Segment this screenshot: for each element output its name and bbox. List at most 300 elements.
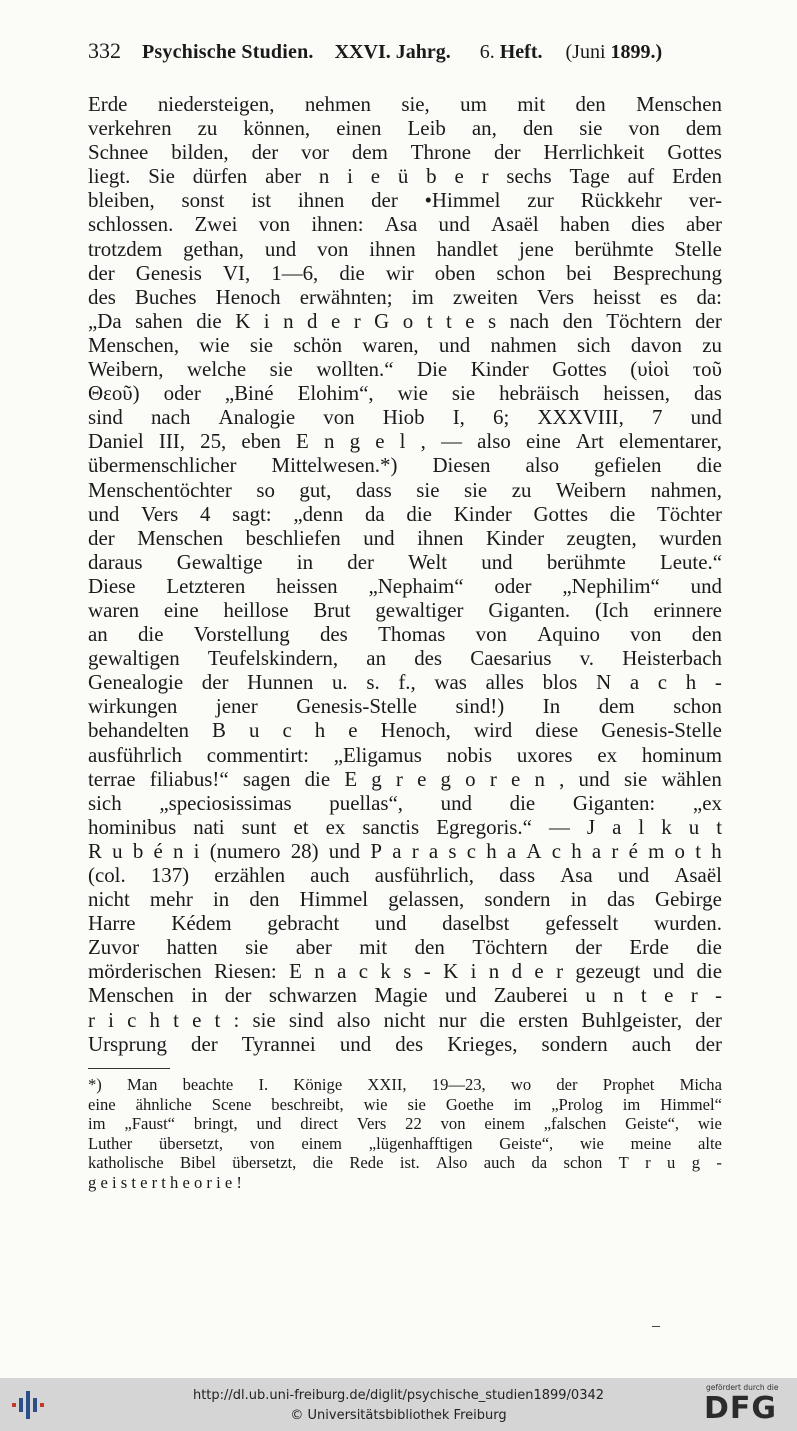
word: sanctis (362, 814, 420, 839)
word: aber (295, 935, 332, 960)
word: den (575, 92, 606, 116)
word: beschreibt, (271, 1094, 344, 1114)
word: schon (496, 260, 546, 285)
word: E (296, 429, 309, 454)
word: Prophet (602, 1075, 655, 1094)
word: auch (631, 1031, 672, 1056)
word: e (417, 766, 427, 791)
word: sie (249, 332, 274, 357)
word: die (304, 766, 331, 791)
word: des (395, 1031, 424, 1056)
word: des (319, 622, 348, 647)
word: heillose (223, 597, 289, 622)
word: 1—6, (271, 260, 319, 285)
word: , (559, 766, 565, 791)
word: gewaltigen (88, 646, 180, 671)
word: Weibern (555, 477, 627, 502)
word: n (283, 308, 294, 333)
word: é (628, 838, 638, 863)
word: Hunnen (247, 670, 314, 695)
word: wo (510, 1075, 532, 1094)
body-line (88, 815, 722, 839)
word: Rückkehr (580, 188, 662, 213)
word: Gebirge (654, 887, 722, 912)
word: Leute.“ (659, 549, 722, 574)
word: b (132, 838, 144, 863)
word: Teufelskindern, (207, 646, 339, 671)
footnote-line (88, 1114, 722, 1134)
word: berühmte (546, 549, 626, 574)
word: o (674, 838, 685, 863)
word: - (714, 670, 722, 695)
body-line (88, 237, 722, 261)
word: gebracht (267, 911, 340, 936)
word: wollten.“ (316, 357, 394, 382)
word: Stelle (674, 236, 722, 261)
word: einen (336, 116, 382, 141)
word: Aquino (537, 622, 600, 647)
word: 4 (199, 501, 211, 526)
word: Zwei (194, 212, 238, 237)
word: n (488, 959, 500, 984)
word: die (696, 453, 722, 478)
word: k (661, 814, 672, 839)
word: - (716, 1153, 722, 1173)
word: sie (407, 1094, 426, 1114)
copyright-notice: © Universitätsbibliothek Freiburg (290, 1408, 507, 1423)
word: heissen (276, 573, 338, 598)
word: Erde (629, 935, 669, 960)
word: gelassen, (388, 887, 465, 912)
word: Besprechung (612, 260, 722, 285)
word: „lügenhafftigen (368, 1133, 473, 1153)
word: das (607, 887, 635, 912)
word: s (488, 308, 497, 333)
word: Also (436, 1153, 468, 1173)
word: Sie (148, 164, 175, 189)
word: und (440, 790, 472, 815)
word: u (585, 983, 596, 1008)
footnote-text (88, 1075, 722, 1193)
word: Thomas (378, 622, 446, 647)
word: a (506, 838, 517, 863)
word: ü (397, 164, 409, 189)
word: aber (265, 164, 302, 189)
word: der (88, 260, 115, 285)
word: Mittelwesen.*) (271, 453, 398, 478)
word: in (191, 983, 208, 1008)
word: blos (542, 670, 578, 695)
body-line (88, 188, 722, 212)
word: an (88, 622, 108, 647)
body-line (88, 453, 722, 477)
word: a (612, 814, 622, 839)
word: in (570, 887, 587, 912)
word: nach (509, 308, 550, 333)
running-header (88, 38, 720, 64)
word: nobis (446, 742, 492, 767)
word: dem (351, 140, 388, 165)
word: „ex (692, 790, 722, 815)
footnote-rule (88, 1068, 170, 1069)
word: in (296, 549, 314, 574)
word: c (127, 1007, 137, 1032)
word: n (323, 429, 335, 454)
issue-year: 1899.) (610, 41, 663, 63)
word: Goethe (445, 1094, 494, 1114)
word: g (691, 1153, 701, 1173)
word: sagt: (232, 501, 272, 526)
word: schon (673, 694, 722, 719)
footnote-line (88, 1134, 722, 1154)
word: Bibel (179, 1153, 216, 1173)
word: Genesis-Stelle (601, 718, 722, 743)
word: Kinder (470, 357, 529, 382)
word: zu (702, 332, 722, 357)
word: ihnen (297, 188, 345, 213)
word: uxores (516, 742, 573, 767)
word: der (493, 140, 521, 165)
word: und (264, 236, 297, 261)
word: s (448, 838, 457, 863)
word: ver- (688, 188, 722, 213)
word: Genealogie (88, 670, 184, 695)
word: eine (163, 597, 199, 622)
word: h (314, 718, 326, 743)
body-line (88, 309, 722, 333)
word: r (481, 164, 489, 189)
word: der (88, 525, 115, 550)
word: Buhlgeister, (581, 1007, 683, 1032)
word: Zuvor (88, 935, 140, 960)
word: zu (511, 477, 532, 502)
word: filiabus!“ (149, 766, 229, 791)
word: jener (215, 694, 258, 719)
word: vor (301, 140, 329, 165)
word: Menschen (636, 92, 722, 116)
word: sind (288, 1007, 324, 1032)
word: der (191, 1031, 218, 1056)
word: sie (451, 381, 476, 406)
body-line (88, 261, 722, 285)
word: sie (463, 477, 488, 502)
word: n (613, 983, 624, 1008)
word: um (460, 92, 487, 116)
word: τοῦ (692, 357, 722, 382)
word: c (282, 718, 292, 743)
word: was (434, 670, 467, 695)
word: Diese (88, 573, 136, 598)
word: von (628, 116, 660, 141)
body-line (88, 839, 722, 863)
word: (υἱοὶ (630, 357, 670, 382)
word: a (629, 670, 640, 695)
word: übersetzt, (232, 1153, 297, 1173)
body-text (88, 92, 722, 1056)
word: d (307, 308, 318, 333)
word: eine (88, 1094, 116, 1114)
word: h (711, 838, 722, 863)
word: g (440, 766, 451, 791)
word: jene (518, 236, 554, 261)
word: und (438, 212, 470, 237)
word: Hiob (382, 405, 425, 430)
word: der (201, 670, 229, 695)
word: wie (397, 381, 428, 406)
word: g (349, 429, 361, 454)
word: diese (535, 718, 579, 743)
word: eine (525, 429, 561, 454)
body-line (88, 718, 722, 742)
page-number: 332 (88, 38, 121, 63)
word: im (513, 1094, 532, 1114)
word: Asaël (491, 212, 539, 237)
word: Vers (536, 284, 575, 309)
word: 7 (652, 405, 663, 430)
word: und (328, 838, 361, 863)
word: Ursprung (88, 1031, 167, 1056)
word: einem (484, 1114, 525, 1134)
word: wie (697, 1114, 722, 1134)
word: ihnen: (311, 212, 364, 237)
word: nur (438, 1007, 467, 1032)
word: zeugten, (566, 525, 637, 550)
body-line (88, 526, 722, 550)
word: u (112, 838, 123, 863)
word: sechs (506, 164, 552, 189)
word: e (370, 164, 381, 189)
word: und (363, 525, 395, 550)
word: der (371, 188, 398, 213)
word: direct (300, 1114, 339, 1134)
body-line (88, 92, 722, 116)
word: also (477, 429, 511, 454)
word: der (695, 1007, 722, 1032)
word: l (399, 429, 406, 454)
word: XXII, (367, 1075, 407, 1094)
word: Henoch (215, 284, 281, 309)
word: sondern (541, 1031, 608, 1056)
word: die (509, 790, 536, 815)
body-line (88, 863, 722, 887)
word: daraus (88, 549, 143, 574)
word: „falschen (543, 1114, 607, 1134)
word: Menschentöchter (88, 477, 232, 502)
word: die (609, 501, 636, 526)
word: beachte (182, 1075, 234, 1094)
word: III, (158, 429, 185, 454)
word: „speciosissimas (159, 790, 292, 815)
word: von (630, 622, 662, 647)
word: Schnee (88, 140, 149, 165)
body-line (88, 212, 722, 236)
word: Luther (88, 1133, 133, 1153)
word: 137) (150, 863, 190, 887)
word: sahen (135, 308, 183, 333)
word: a (591, 838, 602, 863)
word: Kédem (171, 911, 232, 936)
word: (numero (209, 838, 281, 863)
word: wie (199, 332, 230, 357)
funding-caption: gefördert durch die (706, 1383, 779, 1392)
word: t (695, 838, 702, 863)
body-line (88, 694, 722, 718)
word: im (622, 1094, 641, 1114)
word: oben (434, 260, 476, 285)
word: i (263, 308, 270, 333)
word: t (640, 983, 647, 1008)
word: eben (241, 429, 281, 454)
body-line (88, 743, 722, 767)
body-line (88, 333, 722, 357)
word: „Nephaim“ (368, 573, 464, 598)
word: von (249, 1133, 275, 1153)
word: „Prolog (551, 1094, 603, 1114)
word: c (657, 670, 668, 695)
body-line (88, 574, 722, 598)
word: u (248, 718, 260, 743)
word: e (534, 959, 544, 984)
word: s. (366, 670, 380, 695)
word: dass (355, 477, 392, 502)
word: b (426, 164, 437, 189)
word: 28) (290, 838, 319, 863)
word: und (690, 573, 722, 598)
word: liegt. (88, 164, 131, 189)
word: e (465, 308, 475, 333)
volume-label: XXVI. Jahrg. (334, 41, 451, 63)
permalink-url[interactable]: http://dl.ub.uni-freiburg.de/diglit/psychische_studien1899/0342 (192, 1388, 605, 1403)
word: der (695, 308, 722, 333)
word: Die (417, 357, 448, 382)
word: die (339, 260, 365, 285)
word: r (556, 959, 564, 984)
word: Genesis (135, 260, 202, 285)
word: u. (331, 670, 348, 695)
word: und (88, 501, 120, 526)
word: „Nephilim“ (562, 573, 660, 598)
word: Herrlichkeit (543, 140, 645, 165)
body-line (88, 791, 722, 815)
word: die (479, 1007, 506, 1032)
word: der (556, 1075, 578, 1094)
word: bringt, (193, 1114, 238, 1134)
word: Zauberei (493, 983, 568, 1008)
word: sondern (484, 887, 551, 912)
word: davon (630, 332, 682, 357)
word: — (548, 814, 570, 839)
word: an (366, 646, 387, 671)
word: Magie (374, 983, 428, 1008)
word: I. (258, 1075, 269, 1094)
word: Riesen: (214, 959, 277, 984)
word: In (542, 694, 561, 719)
word: Caesarius (470, 646, 552, 671)
word: e (454, 164, 464, 189)
word: mit (359, 935, 388, 960)
issue-date (566, 41, 663, 63)
text-line-content: g e i s t e r t h e o r i e ! (88, 1172, 242, 1192)
word: gezeugt (575, 959, 641, 984)
word: I, (452, 405, 465, 430)
word: sie (269, 357, 293, 382)
word: hatten (166, 935, 218, 960)
word: e (330, 308, 341, 333)
word: Gottes (552, 357, 607, 382)
word: 22 (405, 1114, 422, 1134)
word: der (224, 983, 252, 1008)
word: sie, (401, 92, 430, 116)
word: Buches (134, 284, 197, 309)
word: in (212, 887, 230, 912)
word: Asa (384, 212, 418, 237)
word: e (664, 983, 674, 1008)
word: s (403, 959, 412, 984)
word: hominum (641, 742, 722, 767)
word: J (586, 814, 596, 839)
word: Brut (313, 597, 351, 622)
journal-title: Psychische Studien. (142, 41, 314, 63)
word: der (575, 935, 602, 960)
word: Menschen, (88, 332, 180, 357)
word: ex (597, 742, 618, 767)
word: ex (325, 814, 346, 839)
scan-mark (652, 1326, 660, 1327)
word: Leib (407, 116, 446, 141)
word: Erde (88, 92, 128, 116)
word: r (353, 308, 361, 333)
word: r (489, 766, 497, 791)
word: Man (127, 1075, 158, 1094)
word: , (420, 429, 426, 454)
word: B (211, 718, 226, 743)
body-line (88, 887, 722, 911)
body-line (88, 911, 722, 935)
word: Gottes (667, 140, 722, 165)
word: der (347, 549, 374, 574)
word: wie (363, 1094, 388, 1114)
word: bleiben, (88, 188, 155, 213)
word: sonst (181, 188, 225, 213)
word: und (652, 959, 685, 984)
word: N (596, 670, 612, 695)
word: von (323, 405, 355, 430)
word: also (525, 453, 560, 478)
word: g (371, 766, 382, 791)
word: Daniel (88, 429, 144, 454)
word: und (481, 549, 513, 574)
word: nicht (88, 887, 130, 912)
word: erwähnten; (299, 284, 393, 309)
word: verkehren (88, 116, 172, 141)
word: K (235, 308, 251, 333)
word: i (108, 1007, 114, 1032)
word: alles (485, 670, 524, 695)
word: n (173, 838, 184, 863)
word: •Himmel (424, 188, 501, 213)
word: von (258, 212, 291, 237)
word: von (475, 622, 507, 647)
word: t (716, 814, 722, 839)
body-line (88, 983, 722, 1007)
word: Art (575, 429, 604, 454)
word: Giganten. (488, 597, 571, 622)
word: die (137, 622, 164, 647)
body-line (88, 1032, 722, 1056)
word: commentirt: (206, 742, 309, 767)
word: m (648, 838, 665, 863)
word: sich (576, 332, 611, 357)
